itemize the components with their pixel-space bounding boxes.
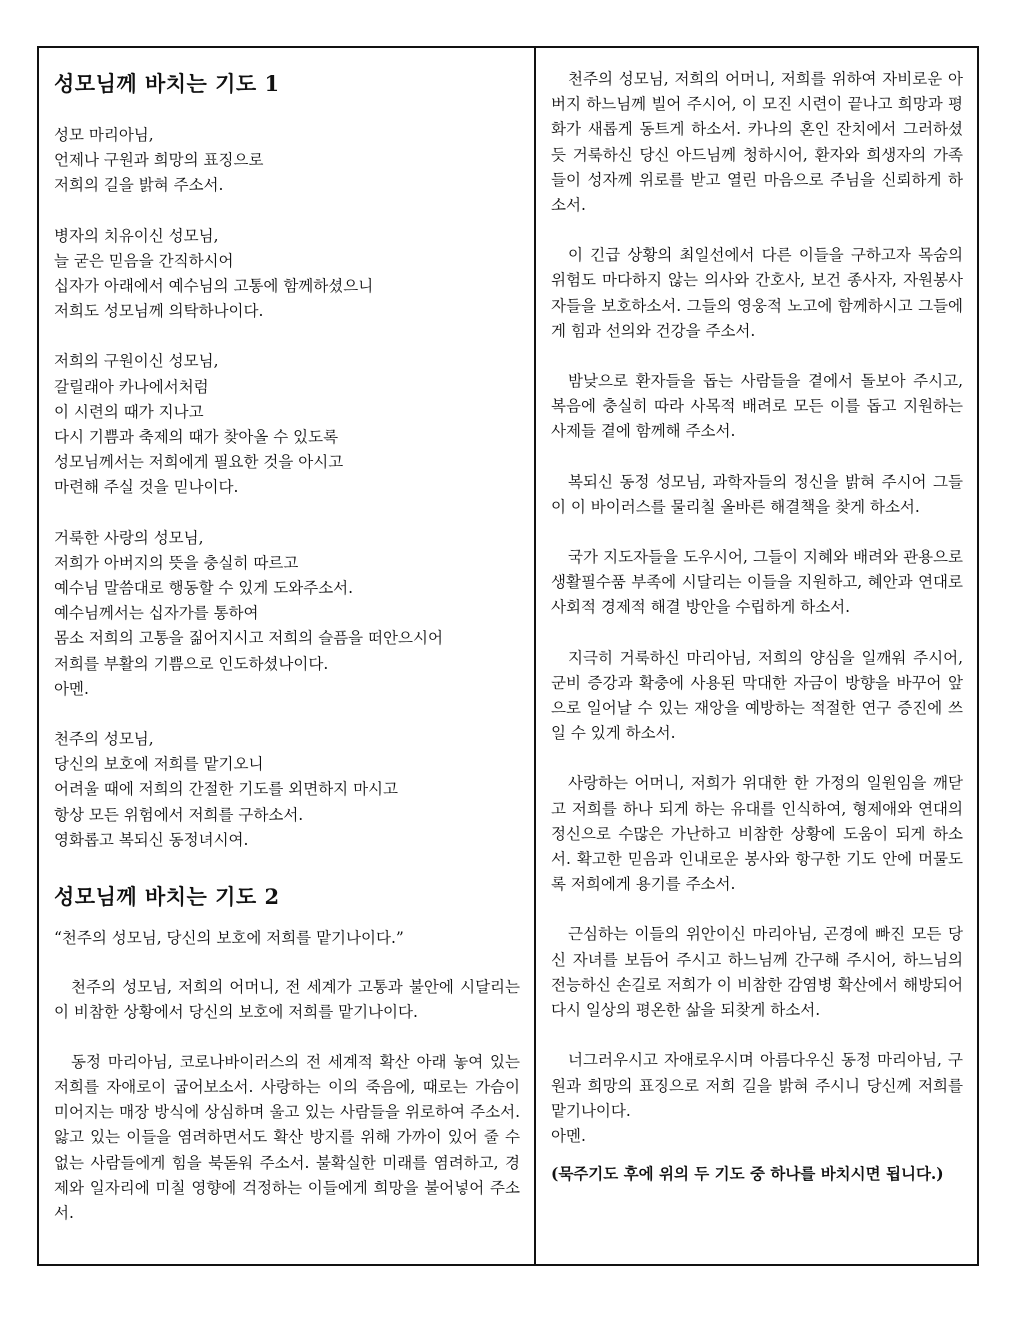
verse-line: 몸소 저희의 고통을 짊어지시고 저희의 슬픔을 떠안으시어 xyxy=(54,629,443,648)
prayer2-paragraph: 지극히 거룩하신 마리아님, 저희의 양심을 일깨워 주시어, 군비 증강과 확충에 사용된 막대한 자금이 방향을 바꾸어 앞으로 일어날 수 있는 재앙을 예방하는 적절한 연구 증진에 쓰일 수 있게 하소서. xyxy=(551,648,963,743)
prayer1-stanza xyxy=(54,224,520,325)
verse-line: 저희가 아버지의 뜻을 충실히 따르고 xyxy=(54,553,299,572)
prayer1-body xyxy=(54,123,520,853)
left-column xyxy=(39,48,536,1264)
verse-line: 저희의 구원이신 성모님, xyxy=(54,352,219,371)
verse-line: 아멘. xyxy=(54,679,89,698)
prayer1-stanza xyxy=(54,526,520,702)
verse-line: 이 시련의 때가 지나고 xyxy=(54,402,204,421)
prayer2-paragraph: 근심하는 이들의 위안이신 마리아님, 곤경에 빠진 모든 당신 자녀를 보듬어 주시고 하느님께 간구해 주시어, 하느님의 전능하신 손길로 저희가 이 비참한 감염병 확산에서 해방되어 다시 일상의 평온한 삶을 되찾게 하소서. xyxy=(551,925,963,1020)
verse-line: 늘 굳은 믿음을 간직하시어 xyxy=(54,251,234,270)
verse-line: 거룩한 사랑의 성모님, xyxy=(54,528,204,547)
verse-line: 어려울 때에 저희의 간절한 기도를 외면하지 마시고 xyxy=(54,780,398,799)
prayer2-paragraph: 천주의 성모님, 저희의 어머니, 저희를 위하여 자비로운 아버지 하느님께 빌어 주시어, 이 모진 시련이 끝나고 희망과 평화가 새롭게 동트게 하소서. 카나의 혼인 잔치에서 그러하셨듯 거룩하신 당신 아드님께 청하시어, 환자와 희생자의 가족들이 성자께 위로를 받고 열린 마음으로 주님을 신뢰하게 하소서. xyxy=(551,70,963,215)
verse-line: 언제나 구원과 희망의 표징으로 xyxy=(54,151,264,170)
prayer2-amen: 아멘. xyxy=(551,1126,586,1145)
document-frame xyxy=(37,46,979,1266)
prayer2-paragraph: 이 긴급 상황의 최일선에서 다른 이들을 구하고자 목숨의 위험도 마다하지 않는 의사와 간호사, 보건 종사자, 자원봉사자들을 보호하소서. 그들의 영웅적 노고에 함께하시고 그들에게 힘과 선의와 건강을 주소서. xyxy=(551,246,963,340)
prayer2-paragraph: 동정 마리아님, 코로나바이러스의 전 세계적 확산 아래 놓여 있는 저희를 자애로이 굽어보소서. 사랑하는 이의 죽음에, 때로는 가슴이 미어지는 매장 방식에 상심하며 울고 있는 사람들을 위로하여 주소서. 앓고 있는 이들을 염려하면서도 확산 방지를 위해 가까이 있어 줄 수 없는 사람들에게 힘을 북돋워 주소서. 불확실한 미래를 염려하고, 경제와 일자리에 미칠 영향에 걱정하는 이들에게 희망을 불어넣어 주소서. xyxy=(54,1052,520,1222)
prayer1-stanza xyxy=(54,727,520,853)
prayer2-paragraph: 국가 지도자들을 도우시어, 그들이 지혜와 배려와 관용으로 생활필수품 부족에 시달리는 이들을 지원하고, 혜안과 연대로 사회적 경제적 해결 방안을 수립하게 하소서. xyxy=(551,548,963,617)
verse-line: 마련해 주실 것을 믿나이다. xyxy=(54,478,239,497)
verse-line: 예수님께서는 십자가를 통하여 xyxy=(54,604,259,623)
verse-line: 천주의 성모님, xyxy=(54,730,154,749)
right-column xyxy=(536,48,977,1264)
prayer2-paragraph: 복되신 동정 성모님, 과학자들의 정신을 밝혀 주시어 그들이 이 바이러스를 물리칠 올바른 해결책을 찾게 하소서. xyxy=(551,472,963,516)
prayer1-stanza xyxy=(54,349,520,500)
prayer1-title: 성모님께 바치는 기도 1 xyxy=(54,71,280,96)
verse-line: 갈릴래아 카나에서처럼 xyxy=(54,377,209,396)
verse-line: 당신의 보호에 저희를 맡기오니 xyxy=(54,755,264,774)
prayer2-paragraph: 사랑하는 어머니, 저희가 위대한 한 가정의 일원임을 깨닫고 저희를 하나 되게 하는 유대를 인식하여, 형제애와 연대의 정신으로 수많은 가난하고 비참한 상황에 도움이 되게 하소서. 확고한 믿음과 인내로운 봉사와 항구한 기도 안에 머물도록 저희에게 용기를 주소서. xyxy=(551,774,963,894)
verse-line: 영화롭고 복되신 동정녀시여. xyxy=(54,830,249,849)
verse-line: 저희의 길을 밝혀 주소서. xyxy=(54,176,224,195)
verse-line: 항상 모든 위험에서 저희를 구하소서. xyxy=(54,805,304,824)
prayer2-quote: “천주의 성모님, 당신의 보호에 저희를 맡기나이다.” xyxy=(54,929,404,948)
verse-line: 다시 기쁨과 축제의 때가 찾아올 수 있도록 xyxy=(54,428,339,447)
verse-line: 십자가 아래에서 예수님의 고통에 함께하셨으니 xyxy=(54,277,374,296)
verse-line: 병자의 치유이신 성모님, xyxy=(54,226,219,245)
verse-line: 저희도 성모님께 의탁하나이다. xyxy=(54,302,264,321)
verse-line: 성모 마리아님, xyxy=(54,126,154,144)
instruction-note: (묵주기도 후에 위의 두 기도 중 하나를 바치시면 됩니다.) xyxy=(551,1164,944,1184)
prayer2-paragraph: 천주의 성모님, 저희의 어머니, 전 세계가 고통과 불안에 시달리는 이 비참한 상황에서 당신의 보호에 저희를 맡기나이다. xyxy=(54,978,520,1022)
prayer2-title: 성모님께 바치는 기도 2 xyxy=(54,884,280,910)
verse-line: 성모님께서는 저희에게 필요한 것을 아시고 xyxy=(54,453,344,472)
prayer1-stanza xyxy=(54,123,520,199)
prayer2-paragraph: 밤낮으로 환자들을 돕는 사람들을 곁에서 돌보아 주시고, 복음에 충실히 따라 사목적 배려로 모든 이를 돕고 지원하는 사제들 곁에 함께해 주소서. xyxy=(551,372,963,441)
verse-line: 예수님 말씀대로 행동할 수 있게 도와주소서. xyxy=(54,579,354,598)
prayer2-paragraph: 너그러우시고 자애로우시며 아름다우신 동정 마리아님, 구원과 희망의 표징으로 저희 길을 밝혀 주시니 당신께 저희를 맡기나이다. xyxy=(551,1051,963,1120)
verse-line: 저희를 부활의 기쁨으로 인도하셨나이다. xyxy=(54,654,329,673)
